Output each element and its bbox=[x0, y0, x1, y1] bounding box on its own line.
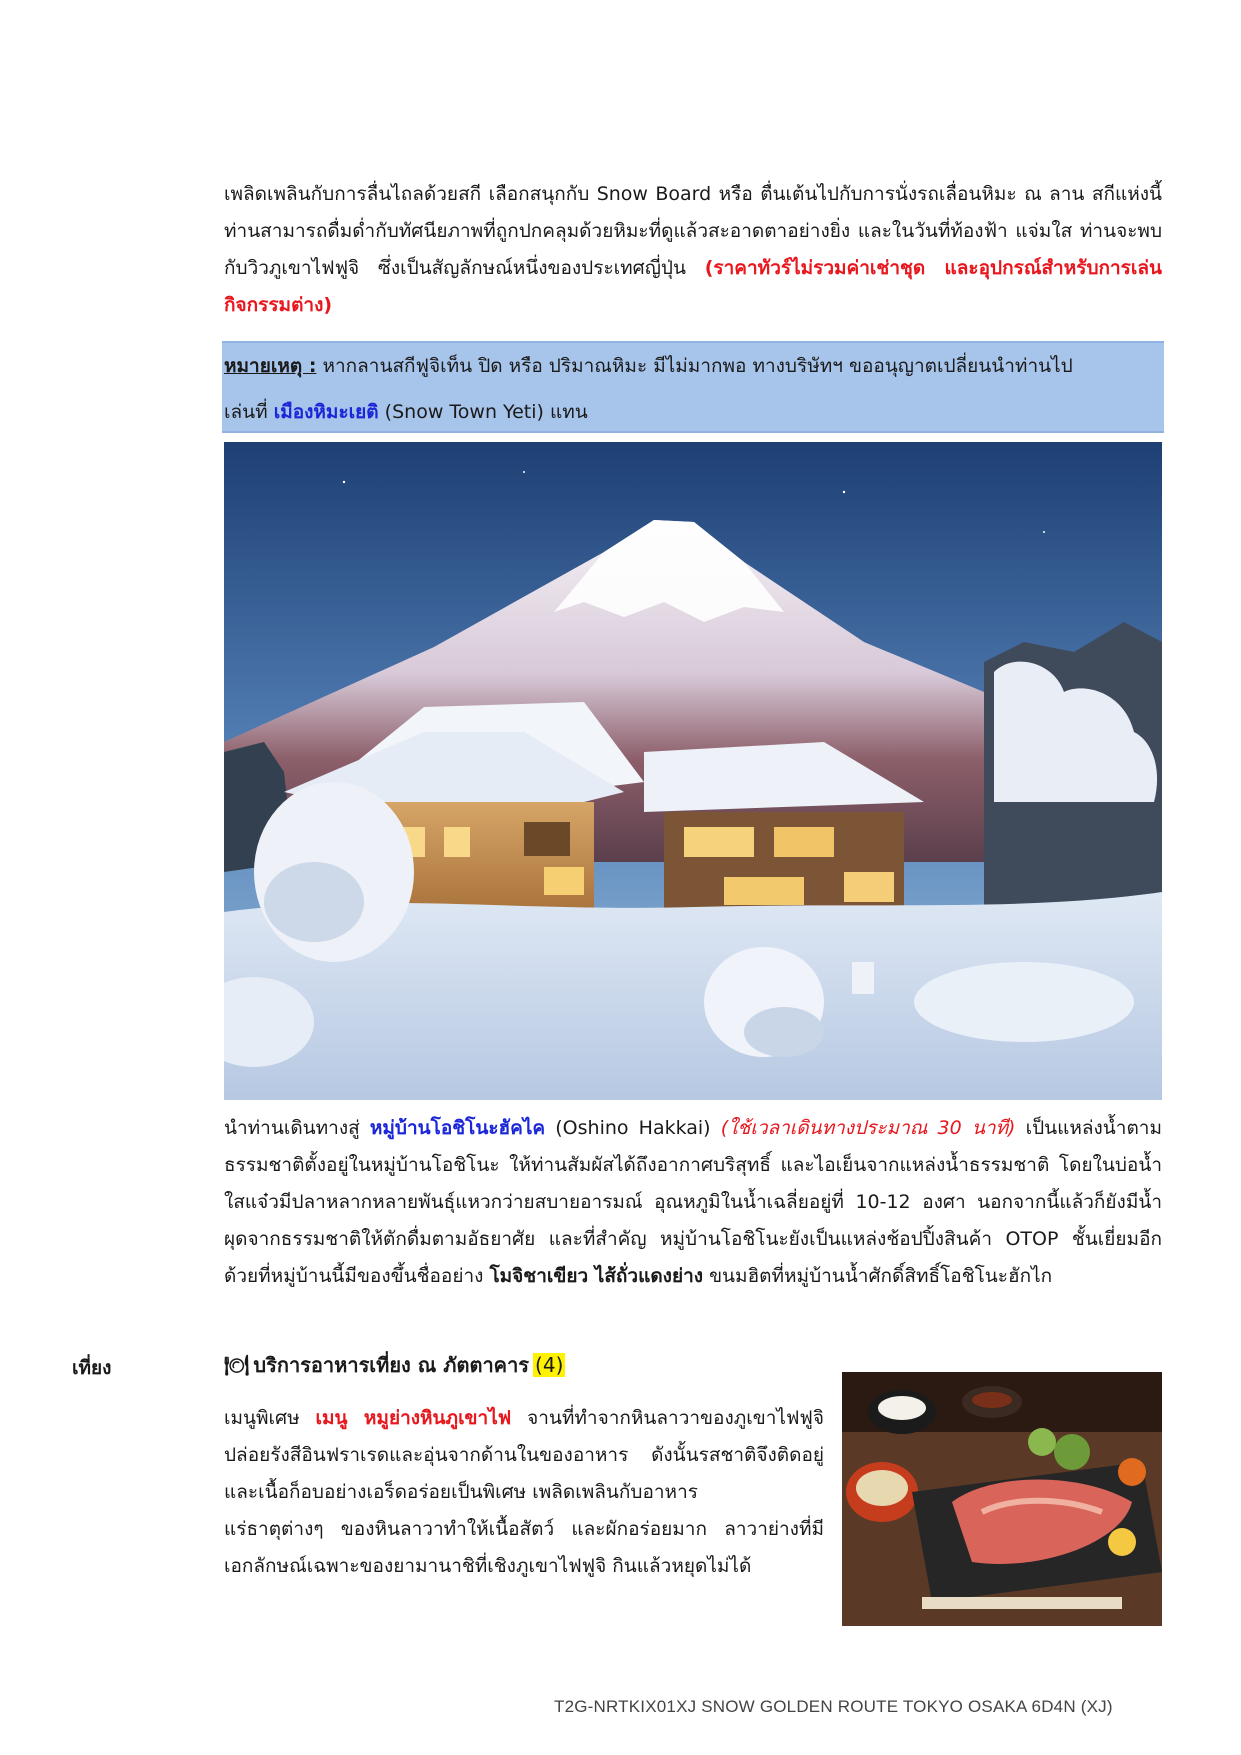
intro-line-1: เพลิดเพลินกับการลื่นไถลด้วยสกี เลือกสนุกกับ Snow Board หรือ ตื่นเต้นไปกับการนั่งรถเลื่อนหิมะ ณ ลาน bbox=[224, 183, 1085, 205]
menu-text-3: แร่ธาตุต่างๆ ของหินลาวาทำให้เนื้อสัตว์ และผักอร่อยมาก ลาวาย่างที่มีเอกลักษณ์เฉพาะของยามานาชิที่เชิงภูเขาไฟฟูจิ กินแล้วหยุดไม่ได้ bbox=[224, 1518, 824, 1577]
oshino-place: หมู่บ้านโอชิโนะฮัคไค bbox=[369, 1117, 546, 1139]
menu-text-2: จานที่ทำจากหินลาวาของภูเขาไฟฟูจิปล่อยรังสีอินฟราเรดและอุ่นจากด้านในของอาหาร ดังนั้นรสชาติจึงติดอยู่และเนื้อก็อบอย่างเอร็ดอร่อยเป็นพิเศษ เพลิดเพลินกับอาหาร bbox=[224, 1407, 825, 1503]
menu-text-1: เมนูพิเศษ bbox=[224, 1407, 316, 1429]
remark-text-1: หากลานสกีฟูจิเท็น ปิด หรือ ปริมาณหิมะ มีไม่มากพอ ทางบริษัทฯ ขออนุญาตเปลี่ยนนำท่านไป bbox=[316, 355, 1073, 377]
meal-number: (4) bbox=[535, 1353, 564, 1377]
lunch-title-text: บริการอาหารเที่ยง ณ ภัตตาคาร bbox=[253, 1353, 530, 1377]
oshino-snacks: โมจิชาเขียว ไส้ถั่วแดงย่าง bbox=[489, 1265, 704, 1287]
oshino-text-2: (Oshino Hakkai) bbox=[545, 1117, 721, 1139]
intro-paragraph bbox=[224, 176, 1162, 324]
remark-text-2a: เล่นที่ bbox=[224, 401, 274, 423]
intro-line-3: แจ่มใส ท่านจะพบกับวิวภูเขาไฟฟูจิ ซึ่งเป็นสัญลักษณ์หนึ่งของประเทศญี่ปุ่น bbox=[224, 220, 1163, 279]
oshino-text-4: ขนมฮิตที่หมู่บ้านน้ำศักดิ์สิทธิ์โอชิโนะฮักไก bbox=[703, 1265, 1053, 1287]
oshino-text-3: เป็นแหล่งน้ำตามธรรมชาติตั้งอยู่ในหมู่บ้านโอชิโนะ ให้ท่านสัมผัสได้ถึงอากาศบริสุทธิ์ และไอเย็นจากแหล่งน้ำธรรมชาติ โดยในบ่อน้ำใสแจ๋วมีปลาหลากหลายพันธุ์แหวกว่ายสบายอารมณ์ อุณหภูมิในน้ำเฉลี่ยอยู่ที่ 10-12 องศา นอกจากนี้แล้วก็ยังมีน้ำผุดจากธรรมชาติให้ตักดื่มตามอัธยาศัย และที่สำคัญ หมู่บ้านโอชิโนะยังเป็นแหล่งช้อปปิ้งสินค้า OTOP ชั้นเยี่ยมอีกด้วยที่หมู่บ้านนี้มีของขึ้นชื่ออย่าง bbox=[224, 1117, 1162, 1287]
rental-note: (ราคาทัวร์ไม่รวมค่าเช่าชุด และอุปกรณ์สำหรับการเล่นกิจกรรมต่าง) bbox=[224, 257, 1163, 316]
lunch-heading bbox=[224, 1349, 565, 1381]
meal-time-label: เที่ยง bbox=[72, 1357, 112, 1379]
document-footer: T2G-NRTKIX01XJ SNOW GOLDEN ROUTE TOKYO OSAKA 6D4N (XJ) bbox=[554, 1697, 1113, 1716]
lunch-description bbox=[224, 1400, 824, 1585]
remark-label: หมายเหตุ : bbox=[224, 355, 317, 377]
oshino-paragraph bbox=[224, 1110, 1162, 1295]
lava-stone-grill-photo bbox=[842, 1372, 1162, 1626]
oshino-text-1: นำท่านเดินทางสู่ bbox=[224, 1117, 370, 1139]
remark-box bbox=[222, 341, 1164, 433]
remark-text-2b: (Snow Town Yeti) แทน bbox=[378, 401, 588, 423]
menu-name: เมนู หมูย่างหินภูเขาไฟ bbox=[315, 1407, 512, 1429]
restaurant-icon: 🍽︎ bbox=[224, 1353, 250, 1377]
oshino-travel-time: (ใช้เวลาเดินทางประมาณ 30 นาที) bbox=[720, 1117, 1016, 1139]
intro-line-2: สกีแห่งนี้ ท่านสามารถดื่มด่ำกับทัศนียภาพที่ถูกปกคลุมด้วยหิมะที่ดูแล้วสะอาดตาอย่างยิ่ง และในวันที่ท้องฟ้า bbox=[224, 183, 1162, 242]
mount-fuji-village-photo bbox=[224, 442, 1162, 1100]
remark-place: เมืองหิมะเยติ bbox=[273, 401, 379, 423]
